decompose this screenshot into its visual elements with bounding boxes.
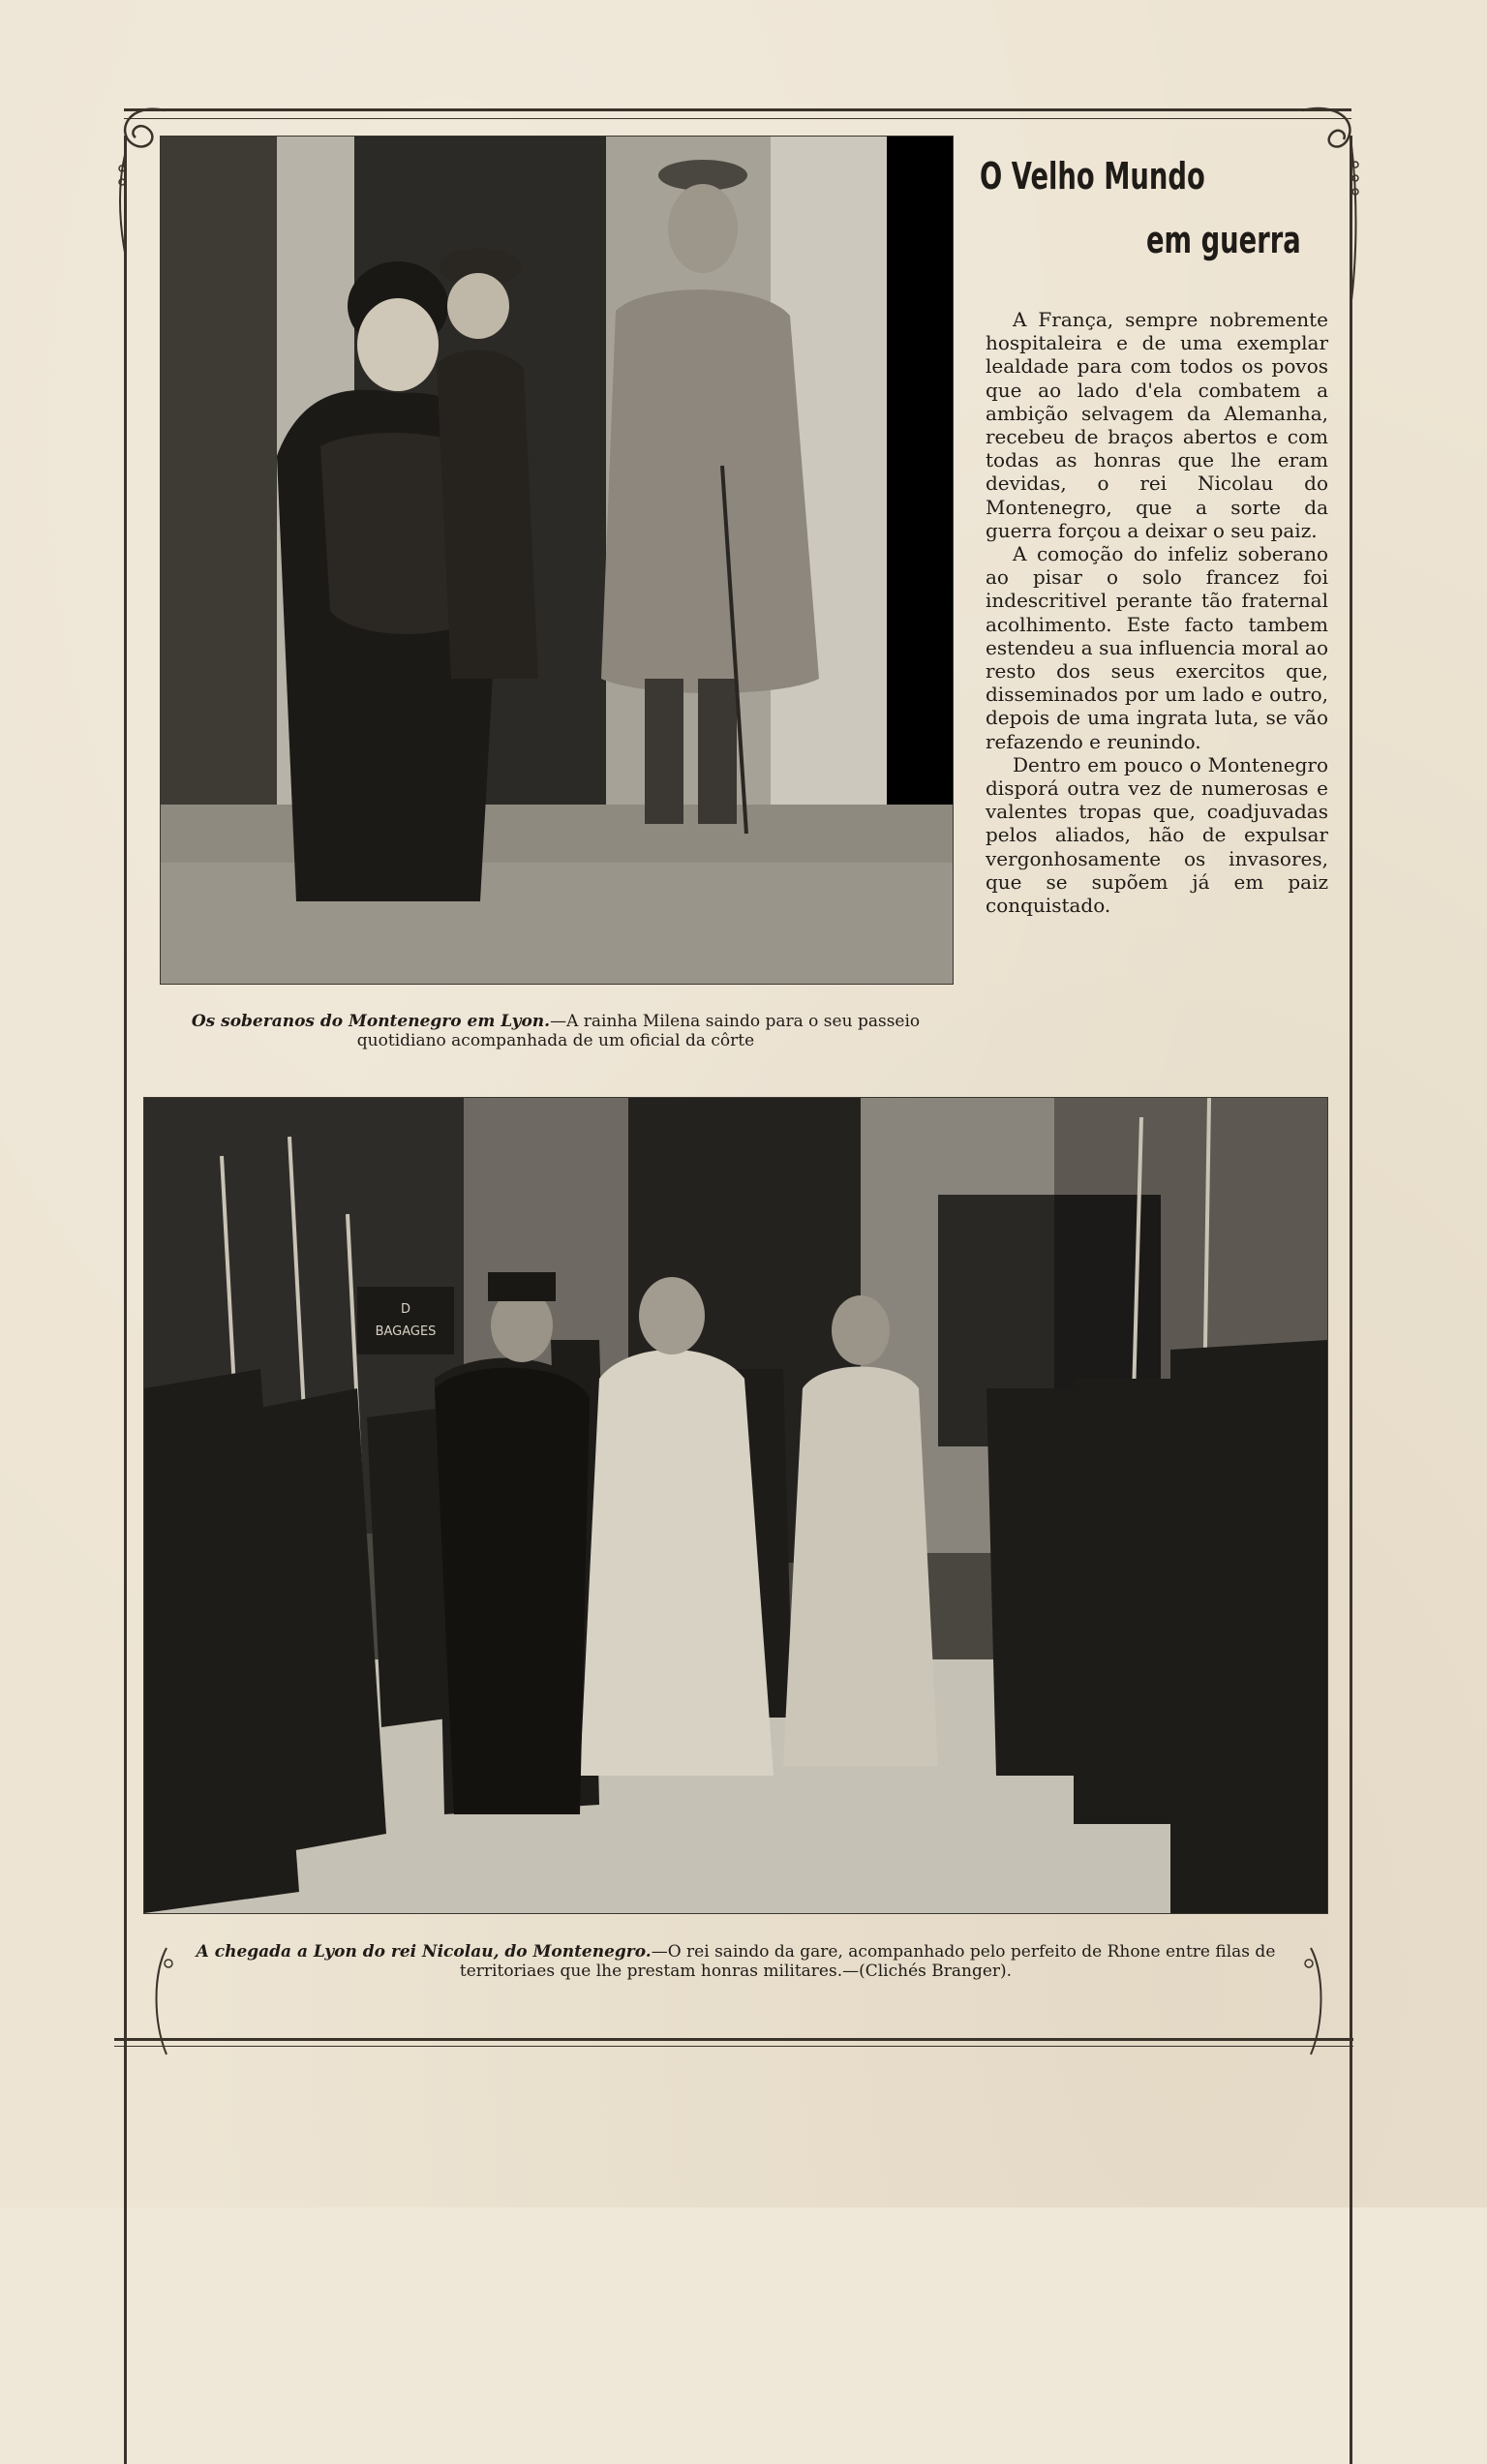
photo-king-nicolau-arrival bbox=[143, 1097, 1328, 1914]
ornament-bottom-right bbox=[1291, 1944, 1330, 2060]
caption-bottom-photo bbox=[194, 1942, 1278, 1981]
caption-top-title: Os soberanos do Montenegro em Lyon. bbox=[191, 1012, 551, 1031]
article-body bbox=[986, 308, 1328, 917]
photo-king-nicolau-image bbox=[144, 1098, 1327, 1913]
frame-top-border bbox=[124, 108, 1351, 111]
article-paragraph: A comoção do infeliz soberano ao pisar o solo francez foi indescritivel perante tão fraternal acolhimento. Este facto tambem estendeu a sua influencia moral ao resto dos seus exercitos que, disseminados por um lado e outro, depois de uma ingrata luta, se vão refazendo e reunindo. bbox=[986, 542, 1328, 753]
article-title-line2: em guerra bbox=[1146, 219, 1301, 261]
caption-bottom-text: —O rei saindo da gare, acompanhado pelo perfeito de Rhone entre filas de territoriaes que lhe prestam honras militares.—(Clichés Branger). bbox=[459, 1942, 1276, 1981]
caption-top-photo bbox=[160, 1012, 952, 1050]
article-title-line1: O Velho Mundo bbox=[980, 155, 1205, 198]
article-paragraph: Dentro em pouco o Montenegro disporá outra vez de numerosas e valentes tropas que, coadjuvadas pelos aliados, hão de expulsar vergonhosamente os invasores, que se supõem já em paiz conquistado. bbox=[986, 752, 1328, 918]
frame-top-border-inner bbox=[124, 118, 1351, 119]
caption-top-text: —A rainha Milena saindo para o seu passeio quotidiano acompanhada de um oficial da côrte bbox=[356, 1012, 921, 1050]
station-sign-line2: BAGAGES bbox=[375, 1324, 437, 1339]
frame-right-border bbox=[1350, 136, 1352, 2464]
photo-queen-milena bbox=[160, 136, 954, 985]
frame-left-border bbox=[124, 136, 127, 2464]
ornament-top-right bbox=[1297, 97, 1365, 310]
frame-bottom-border-inner bbox=[114, 2046, 1353, 2047]
station-sign-line1: D bbox=[400, 1302, 411, 1317]
article-paragraph: A França, sempre nobremente hospitaleira e de uma exemplar lealdade para com todos os povos que ao lado d'ela combatem a ambição selvagem da Alemanha, recebeu de braços abertos e com todas as honras que lhe eram devidas, o rei Nicolau do Montenegro, que a sorte da guerra forçou a deixar o seu paiz. bbox=[986, 308, 1328, 542]
caption-bottom-title: A chegada a Lyon do rei Nicolau, do Montenegro. bbox=[196, 1942, 652, 1962]
photo-queen-milena-image bbox=[161, 137, 953, 984]
frame-bottom-border bbox=[114, 2038, 1353, 2041]
ornament-bottom-left bbox=[147, 1944, 186, 2060]
